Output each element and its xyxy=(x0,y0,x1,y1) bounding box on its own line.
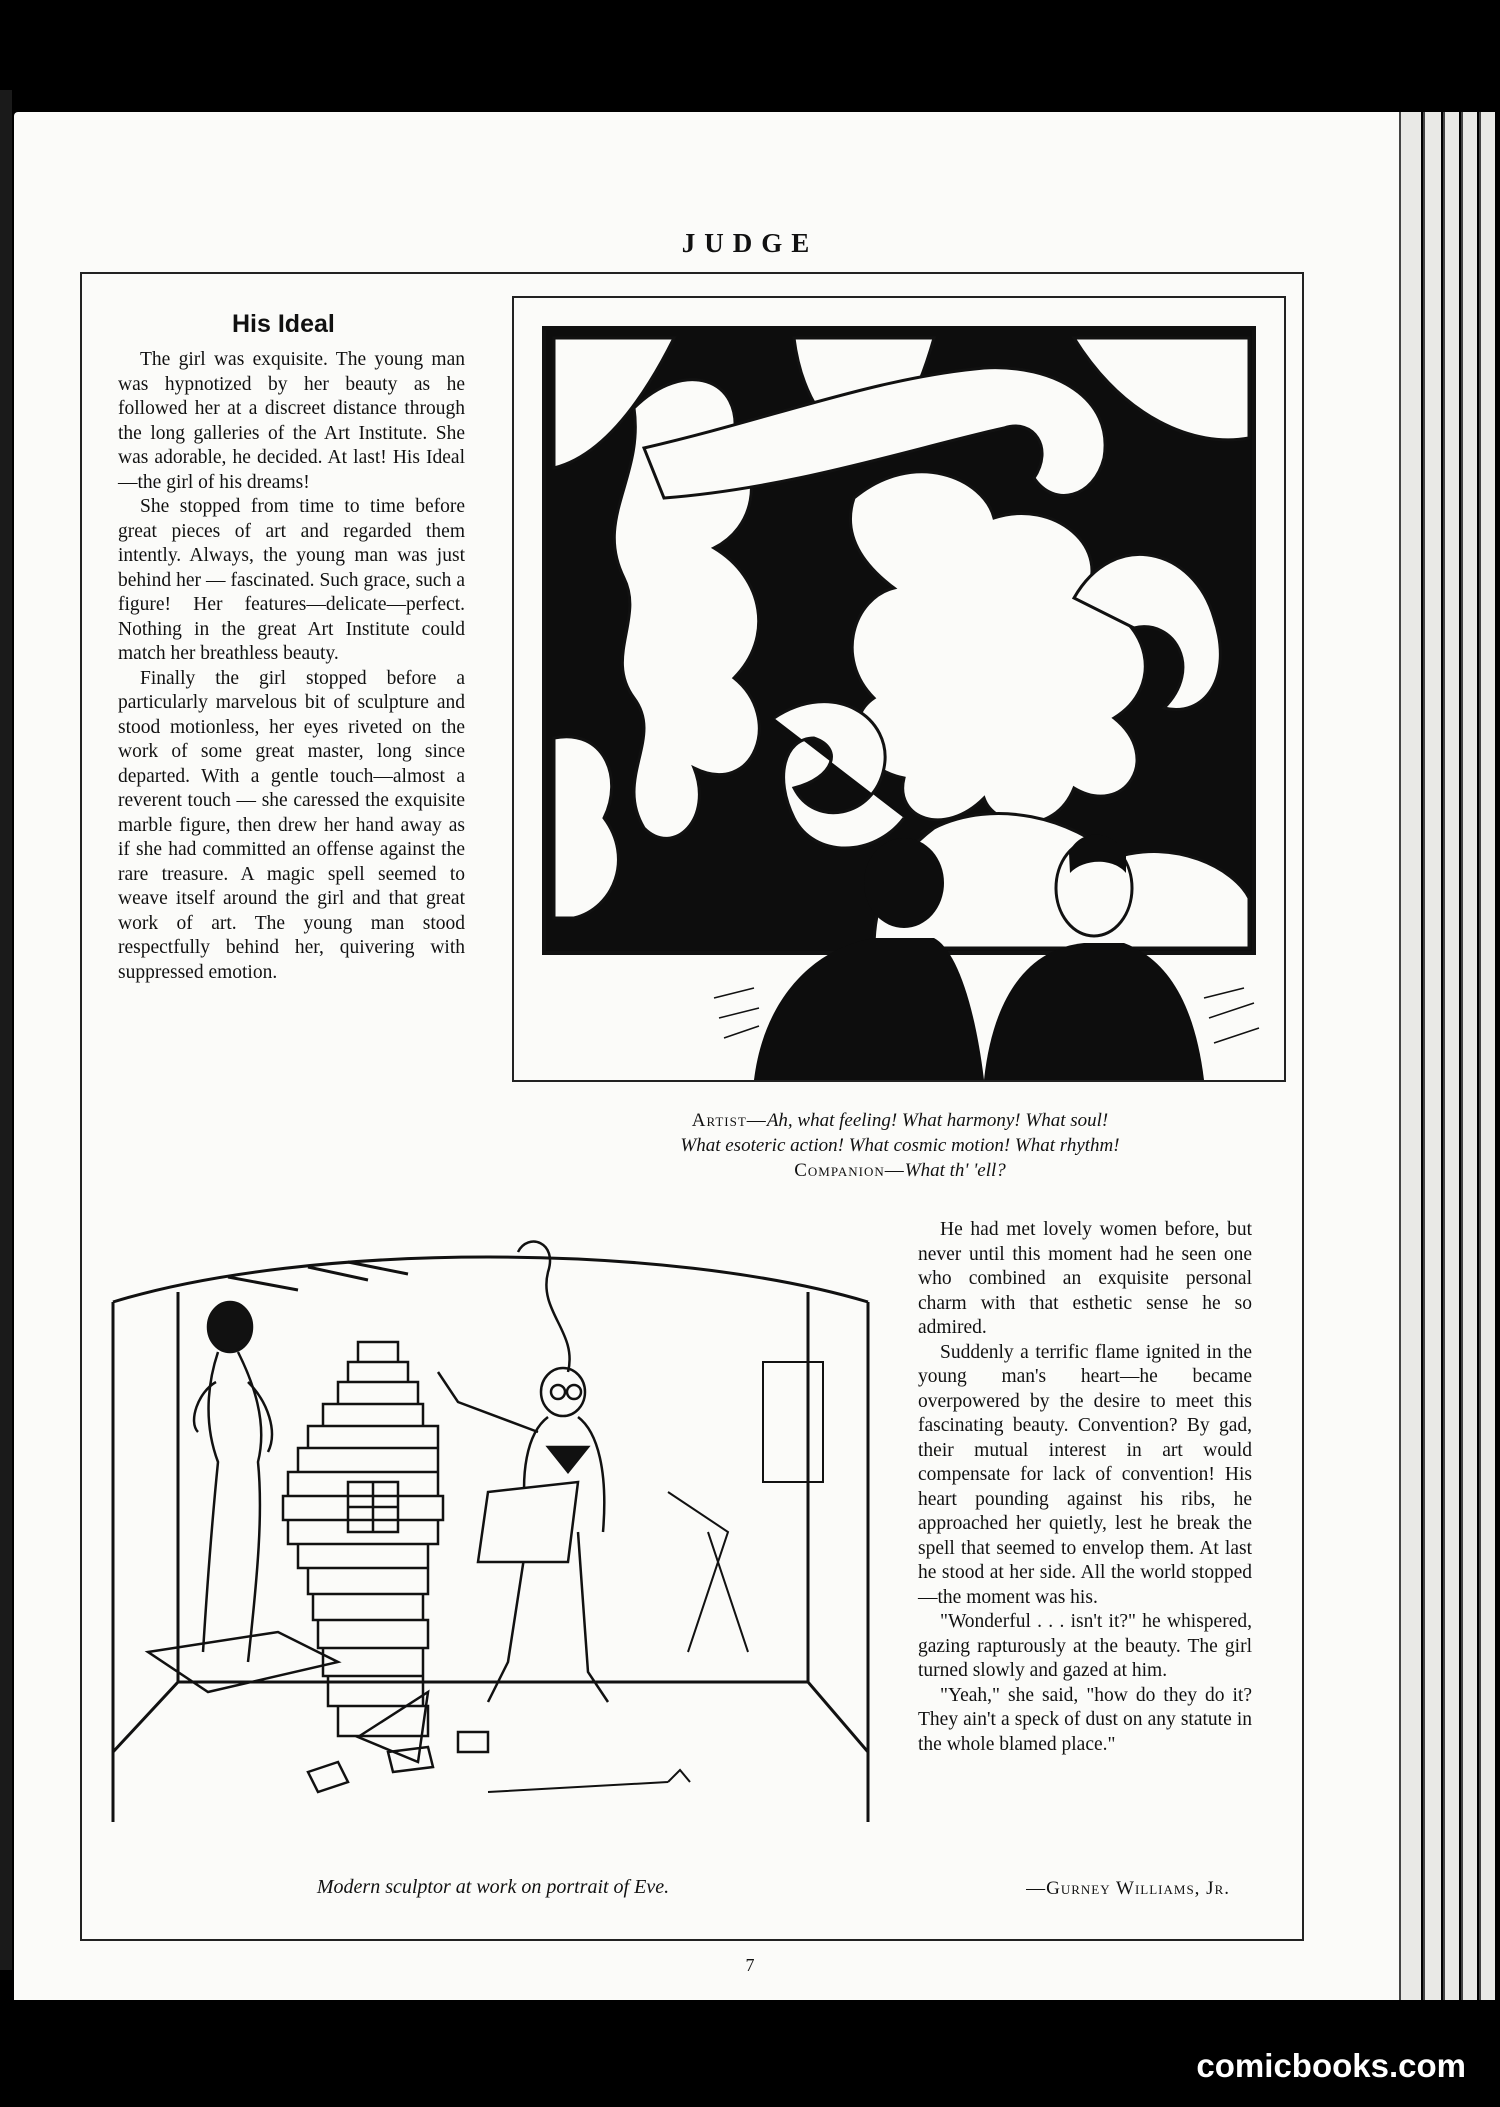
cartoon-caption: Modern sculptor at work on portrait of Eve. xyxy=(316,1876,670,1898)
paragraph: He had met lovely women before, but never until this moment had he seen one who combined an exquisite personal charm with that esthetic sense he so admired. xyxy=(918,1219,1252,1338)
watermark: comicbooks.com xyxy=(1196,2047,1466,2084)
cartoon-abstract-painting xyxy=(512,296,1286,1082)
dialogue-line: What esoteric action! What cosmic motion! What rhythm! xyxy=(680,1135,1120,1156)
paragraph: Finally the girl stopped before a particularly marvelous bit of sculpture and stood motionless, her eyes riveted on the work of some great master, long since departed. With a gentle touch—almost a reverent touch — she caressed the exquisite marble figure, then drew her hand away as if she had committed an offense against the rare treasure. A magic spell seemed to weave itself around the girl and that great work of art. The young man stood respectfully behind her, quivering with suppressed emotion. xyxy=(118,667,465,983)
story-column-right xyxy=(918,1218,1252,1757)
paragraph: "Yeah," she said, "how do they do it? They ain't a speck of dust on any statute in the whole blamed place." xyxy=(918,1684,1252,1755)
cartoon-sculptor xyxy=(108,1232,878,1860)
dialogue-line: Ah, what feeling! What harmony! What soul! xyxy=(766,1110,1109,1131)
story-column-left xyxy=(118,348,465,985)
paragraph: She stopped from time to time before great pieces of art and regarded them intently. Always, the young man was just behind her — fascinated. Such grace, such a figure! Her features—delicate—perfect. Nothing in the great Art Institute could match her breathless beauty. xyxy=(118,496,465,664)
brick-sculpture xyxy=(283,1342,488,1792)
speaker-label: Artist— xyxy=(691,1110,767,1131)
binding-shadow xyxy=(0,90,12,1970)
cartoon-caption xyxy=(550,1108,1250,1183)
dialogue-line: What th' 'ell? xyxy=(904,1160,1006,1181)
paragraph: The girl was exquisite. The young man was hypnotized by her beauty as he followed her at a discreet distance through the long galleries of the Art Institute. She was adorable, he decided. At last! His Ideal—the girl of his dreams! xyxy=(118,349,465,493)
paragraph: Suddenly a terrific flame ignited in the young man's heart—he became overpowered by the desire to meet this fascinating beauty. Convention? By gad, their mutual interest in art would compensate for lack of convention! His heart pounding against his ribs, he approached her quietly, lest he break the spell that seemed to envelop them. At last he stood at her side. All the world stopped—the moment was his. xyxy=(918,1341,1252,1608)
paragraph: "Wonderful . . . isn't it?" he whispered, gazing rapturously at the beauty. The girl turned slowly and gazed at him. xyxy=(918,1611,1252,1681)
author-byline: —Gurney Williams, Jr. xyxy=(1026,1878,1230,1899)
page-edges xyxy=(1395,112,1495,2000)
viewer-woman-head xyxy=(864,838,944,928)
sculptor-figure xyxy=(438,1242,608,1702)
magazine-title: JUDGE xyxy=(681,228,819,258)
page-number: 7 xyxy=(745,1955,755,1975)
speaker-label: Companion— xyxy=(794,1160,905,1181)
story-title: His Ideal xyxy=(232,310,335,338)
